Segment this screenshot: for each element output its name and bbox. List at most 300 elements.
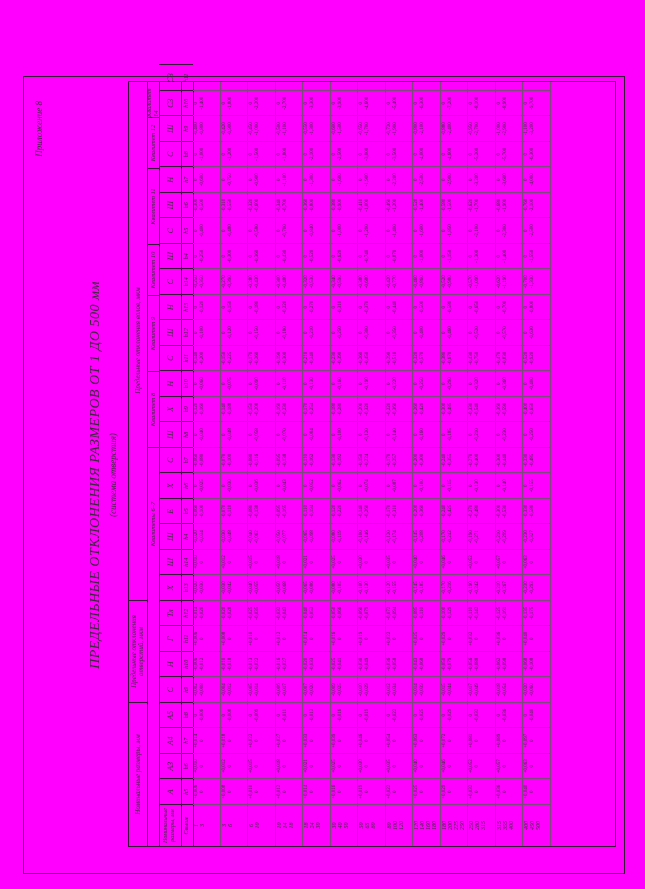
deviation-cell: -0,170 -0,257 [386,447,413,473]
deviation-cell: +0,025 0 [413,626,440,652]
deviation-cell: -0,040 -0,062 [248,524,275,550]
deviation-cell: +0,057 0 [496,753,523,779]
deviation-cell: -0,300 -0,480 [276,269,303,295]
deviation-cell: 0 -0,110 [276,371,303,397]
deviation-cell: 0 -0,043 [276,473,303,499]
deviation-cell: -0,062 -0,098 [496,651,523,677]
deviation-cell: -0,380 -0,670 [441,345,468,371]
deviation-cell: -0,030 -0,049 [358,651,385,677]
deviation-cell: -0,140 -0,260 [358,498,385,524]
deviation-cell: 0 -1,600 [331,167,358,193]
deviation-cell: +0,021 0 [303,753,330,779]
deviation-cell: -0,230 -0,293 [523,575,550,601]
deviation-cell: +0,040 0 [523,779,550,805]
qualifier-cell: h11 [181,65,193,91]
deviation-cell: -0,032 -0,043 [276,600,303,626]
table-row [523,82,551,846]
deviation-cell: -0,072 -0,094 [386,600,413,626]
qualifier-cell: Свыше [181,804,193,846]
deviation-cell: 0 -0,400 [523,371,550,397]
deviation-cell: -1,000 -2,900 [496,116,523,142]
column-header: СЗ [159,65,181,91]
deviation-cell: +0,015 0 [248,753,275,779]
deviation-cell: 0 -6,300 [413,90,440,116]
deviation-cell: +0,018 0 [276,549,303,575]
qualifier-cell: h8 [181,422,193,448]
deviation-cell: 0 -0,062 [331,473,358,499]
column-header: С [159,269,181,295]
deviation-cell: -0,070 -0,100 [221,447,248,473]
deviation-cell: -0,570 -1,090 [468,269,495,295]
deviation-cell: -0,460 -1,200 [386,192,413,218]
table-row [441,82,469,846]
deviation-cell: 0 -0,210 [303,320,330,346]
deviation-cell: +0,025 0 [413,779,440,805]
deviation-cell: 0 -3,600 [496,167,523,193]
deviation-cell: -0,005 -0,014 [248,677,275,703]
deviation-cell: -0,190 -0,271 [468,524,495,550]
deviation-cell: -0,040 -0,055 [248,575,275,601]
column-header: СЗ [159,90,181,116]
deviation-cell: 0 -0,150 [221,294,248,320]
deviation-cell: -0,065 -0,098 [303,524,330,550]
deviation-cell: -0,170 -0,260 [248,345,275,371]
deviation-cell: +0,036 0 [496,779,523,805]
subgroup-grade-10: Квалитет 10 [147,244,159,295]
deviation-cell: +0,063 0 [523,753,550,779]
deviation-cell: -0,240 -0,355 [441,447,468,473]
deviation-cell: -0,200 -0,320 [358,396,385,422]
deviation-cell: 0 -5,400 [386,90,413,116]
deviation-cell: 0 -0,100 [193,320,220,346]
deviation-cell: +0,022 0 [386,779,413,805]
deviation-cell: +0,021 0 [303,549,330,575]
table-row [413,82,441,846]
deviation-cell: -0,340 -0,700 [276,192,303,218]
deviation-cell: 0 -0,220 [386,371,413,397]
deviation-cell: 0 -0,180 [248,294,275,320]
deviation-cell: -0,020 -0,030 [193,575,220,601]
size-cell: 30 40 50 [331,804,358,846]
deviation-cell: -0,330 -0,580 [523,498,550,524]
deviation-cell: -0,100 -0,146 [358,524,385,550]
deviation-cell: -0,460 -0,860 [413,269,440,295]
deviation-cell: 0 -3,300 [303,90,330,116]
deviation-cell: 0 -1,550 [523,243,550,269]
deviation-cell: 0 -0,300 [358,320,385,346]
deviation-cell: 0 -0,100 [413,473,440,499]
deviation-cell: +0,019 0 [358,626,385,652]
deviation-cell: 0 -0,400 [413,320,440,346]
deviation-cell: 0 -0,180 [276,320,303,346]
deviation-cell: +0,010 0 [248,779,275,805]
deviation-cell: -0,430 -0,750 [468,345,495,371]
deviation-cell: 0 -5,200 [468,141,495,167]
deviation-cell: 0 -0,570 [496,320,523,346]
qualifier-cell: h7 [181,447,193,473]
deviation-cell: 0 -3,900 [331,90,358,116]
deviation-cell: +0,022 0 [248,728,275,754]
column-header: Ш [159,192,181,218]
deviation-cell: 0 -0,480 [221,218,248,244]
column-header: A5 [159,702,181,728]
subgroup-grade-6-7: Квалитеты 6–7 [147,447,159,600]
page-subtitle: (система отверстия) [108,433,118,517]
deviation-cell: 0 -0,700 [496,294,523,320]
column-header: С [159,218,181,244]
qualifier-cell: h14 [181,269,193,295]
deviation-cell: -0,380 -0,900 [331,192,358,218]
deviation-cell: +0,006 0 [193,779,220,805]
size-cell: 10 14 18 [276,804,303,846]
deviation-cell: +0,010 0 [193,549,220,575]
deviation-cell: 0 -9,700 [523,90,550,116]
deviation-cell: 0 -3,500 [386,141,413,167]
deviation-cell: 0 -0,060 [193,371,220,397]
deviation-cell: -0,360 -0,800 [303,192,330,218]
deviation-cell: 0 -0,620 [331,243,358,269]
deviation-cell: 0 -0,580 [441,294,468,320]
deviation-cell: +0,039 0 [331,728,358,754]
table-body [193,82,615,846]
deviation-cell: +0,014 0 [303,626,330,652]
deviation-cell: -0,170 -0,254 [303,396,330,422]
column-header: Х [159,473,181,499]
column-header: Номинальные размеры, мм [159,804,181,846]
deviation-cell: -0,145 -0,208 [413,524,440,550]
deviation-cell: 0 -0,115 [441,473,468,499]
deviation-cell: 0 -1,400 [496,243,523,269]
deviation-cell: -0,520 -0,980 [441,269,468,295]
deviation-cell: 0 -0,030 [221,473,248,499]
deviation-cell: -0,080 -0,138 [248,498,275,524]
deviation-cell: 0 -0,052 [303,473,330,499]
deviation-cell: +0,072 0 [441,728,468,754]
column-header: С [159,677,181,703]
deviation-cell: 0 -0,074 [358,473,385,499]
deviation-cell: 0 -0,700 [276,218,303,244]
deviation-cell: +0,018 0 [221,728,248,754]
deviation-cell: 0 -0,190 [358,371,385,397]
deviation-cell: -0,170 -0,216 [441,575,468,601]
subgroup-grade-9: Квалитет 9 [147,295,159,371]
deviation-cell: 0 -0,150 [248,320,275,346]
deviation-cell: +0,010 0 [193,753,220,779]
deviation-cell: 0 -0,070 [276,422,303,448]
deviation-cell: -0,025 -0,035 [248,600,275,626]
deviation-cell: 0 -0,025 [193,473,220,499]
column-header: Е [159,498,181,524]
deviation-cell: -0,100 -0,130 [358,575,385,601]
group-header-row [129,82,148,846]
subgroup-grade-12: Квалитет 12 [147,117,159,168]
deviation-cell: -0,290 -0,510 [386,345,413,371]
deviation-cell: -0,006 -0,017 [276,677,303,703]
deviation-cell: 0 -0,040 [193,422,220,448]
deviation-cell: -0,030 -0,042 [221,575,248,601]
deviation-cell: +0,032 0 [468,626,495,652]
deviation-cell: 0 -0,310 [331,294,358,320]
deviation-cell: +0,033 0 [303,728,330,754]
qualifier-cell: h13 [181,294,193,320]
deviation-cell: -0,095 -0,165 [276,498,303,524]
deviation-cell: +0,030 0 [358,753,385,779]
deviation-cell: 0 -0,220 [276,294,303,320]
table-row [496,82,524,846]
deviation-cell: 0 -0,120 [193,294,220,320]
deviation-cell: -0,065 -0,086 [303,575,330,601]
table-row [386,82,414,846]
deviation-cell: -0,060 -0,079 [358,600,385,626]
deviation-cell: -0,300 -0,530 [496,498,523,524]
deviation-cell: +0,029 0 [441,779,468,805]
deviation-cell: 0 -0,120 [358,422,385,448]
deviation-cell: -0,014 -0,020 [193,600,220,626]
deviation-cell: 0 -2,500 [413,167,440,193]
size-cell: 315 355 400 [496,804,523,846]
deviation-cell: 0 -0,040 [523,702,550,728]
table-row [358,82,386,846]
deviation-cell: -0,400 -0,650 [523,396,550,422]
deviation-cell: -0,010 -0,018 [221,651,248,677]
deviation-cell: -0,170 -0,242 [441,524,468,550]
deviation-cell: +0,052 0 [468,753,495,779]
deviation-cell: +0,054 0 [386,728,413,754]
deviation-cell: -0,230 -0,327 [523,524,550,550]
deviation-cell: -0,060 -0,080 [193,447,220,473]
deviation-cell: -0,140 -0,200 [193,345,220,371]
column-header: Н [159,294,181,320]
deviation-cell: +0,027 0 [276,728,303,754]
deviation-cell: -0,190 -0,242 [468,575,495,601]
deviation-cell: 0 -2,100 [303,141,330,167]
deviation-cell: 0 -3,000 [358,141,385,167]
deviation-cell: 0 -0,016 [331,702,358,728]
deviation-cell: -0,015 -0,044 [441,677,468,703]
deviation-cell: -0,230 -0,390 [331,345,358,371]
deviation-cell: +0,040 0 [413,549,440,575]
qualifier-cell: h12 [181,600,193,626]
deviation-cell: 0 -0,185 [441,422,468,448]
table-row [221,82,249,846]
column-header: Н [159,167,181,193]
size-cell: 6 10 [248,804,275,846]
column-header: A3 [159,753,181,779]
deviation-cell: -0,050 -0,079 [441,651,468,677]
deviation-cell: -0,007 -0,020 [303,677,330,703]
deviation-cell: 0 -0,900 [248,167,275,193]
deviation-cell: -0,260 -0,420 [413,396,440,422]
rotated-sheet [24,73,624,873]
deviation-cell: +0,032 0 [468,779,495,805]
deviation-cell: -0,210 -0,299 [496,524,523,550]
size-cell: 80 100 120 [386,804,413,846]
deviation-cell: 0 -0,870 [386,243,413,269]
deviation-cell: -0,002 -0,008 [193,677,220,703]
column-header: С [159,345,181,371]
deviation-cell: 0 -0,250 [193,243,220,269]
deviation-cell: -0,095 -0,138 [276,447,303,473]
deviation-cell: +0,008 0 [221,779,248,805]
deviation-cell: -0,270 -0,400 [468,447,495,473]
deviation-cell: +0,008 0 [221,626,248,652]
deviation-cell: 0 -2,900 [441,167,468,193]
deviation-cell: -0,320 -0,530 [303,269,330,295]
deviation-cell: 0 -0,140 [496,473,523,499]
deviation-cell: -0,760 -2,100 [523,192,550,218]
table-row [193,82,221,846]
deviation-cell: 0 -1,400 [386,218,413,244]
deviation-cell: +0,035 0 [386,753,413,779]
deviation-cell: -0,020 -0,028 [221,600,248,626]
deviation-cell: +0,035 0 [386,549,413,575]
deviation-cell: -0,270 -0,480 [468,498,495,524]
qualifier-cell: h6 [181,473,193,499]
deviation-cell: -0,260 -0,450 [358,345,385,371]
column-header: Ш [159,320,181,346]
deviation-cell: 0 -0,520 [303,243,330,269]
deviation-cell: 0 -0,075 [221,371,248,397]
deviation-cell: -0,020 -0,034 [193,524,220,550]
deviation-cell: 0 -0,130 [468,473,495,499]
deviation-cell: 0 -1,000 [193,141,220,167]
deviation-cell: -0,330 -0,540 [468,396,495,422]
deviation-cell: 0 -1,100 [276,167,303,193]
qualifier-cell: h9 [181,116,193,142]
deviation-cell: 0 -0,160 [331,371,358,397]
deviation-cell: 0 -1,000 [413,243,440,269]
deviation-cell: -1,100 -3,200 [523,116,550,142]
deviation-cell: -0,150 -0,208 [248,396,275,422]
deviation-cell: -0,200 -0,300 [413,447,440,473]
deviation-cell: -0,650 -1,700 [358,116,385,142]
deviation-cell: -0,125 -0,161 [496,600,523,626]
deviation-cell: 0 -2,300 [496,218,523,244]
deviation-cell: -0,135 -0,175 [523,600,550,626]
deviation-cell: -0,040 -0,053 [303,600,330,626]
deviation-cell: 0 -0,840 [303,218,330,244]
deviation-cell: -0,110 -0,142 [468,600,495,626]
qualifier-cell: h10 [181,651,193,677]
deviation-cell: +0,046 0 [441,753,468,779]
deviation-cell: 0 -8,900 [496,90,523,116]
deviation-cell: 0 -0,500 [413,294,440,320]
deviation-cell: +0,012 0 [221,753,248,779]
deviation-cell: 0 -0,360 [496,371,523,397]
qualifier-cell: h14 [181,549,193,575]
deviation-cell: -0,036 -0,058 [386,651,413,677]
deviation-cell: +0,046 0 [441,549,468,575]
deviation-cell: -0,085 -0,110 [413,600,440,626]
qualifier-cell: h5 [181,779,193,805]
qualifier-cell: h8 [181,702,193,728]
column-header: A4 [159,728,181,754]
column-header: Н [159,651,181,677]
deviation-cell: -0,580 -1,500 [441,192,468,218]
deviation-cell: +0,012 0 [221,549,248,575]
deviation-cell: 0 -1,500 [248,141,275,167]
deviation-cell: 0 -0,019 [358,702,385,728]
deviation-cell: 0 -0,130 [303,371,330,397]
deviation-cell: 0 -0,090 [248,371,275,397]
qualifier-cell: h9 [181,396,193,422]
deviation-cell: +0,057 0 [496,549,523,575]
deviation-cell: 0 -8,100 [468,90,495,116]
deviation-cell: -0,014 -0,039 [413,677,440,703]
subgroup-grade-11: Квалитет 11 [147,168,159,244]
deviation-cell: 0 -1,400 [193,90,220,116]
deviation-cell: -0,220 -0,360 [386,396,413,422]
deviation-cell: -0,050 -0,068 [276,575,303,601]
deviation-cell: -0,120 -0,220 [331,498,358,524]
deviation-cell: 0 -0,580 [248,218,275,244]
deviation-cell: 0 -1,200 [358,218,385,244]
deviation-cell: +0,016 0 [331,779,358,805]
qualifier-cell: h10 [181,90,193,116]
deviation-cell: -0,160 -0,230 [276,396,303,422]
deviation-cell: 0 -0,058 [248,422,275,448]
deviation-cell: -0,280 -0,430 [248,269,275,295]
deviation-cell: 0 -1,800 [221,90,248,116]
subgroup-grade-8: Квалитет 8 [147,371,159,447]
deviation-cell: -0,018 -0,054 [496,677,523,703]
group-header-sizes: Номинальные размеры, мм [129,702,147,846]
deviation-cell: +0,029 0 [441,626,468,652]
deviation-cell: -0,110 -0,162 [303,447,330,473]
size-cell: 18 24 30 [303,804,330,846]
deviation-cell: +0,014 0 [193,728,220,754]
deviation-cell: 0 -0,029 [441,702,468,728]
deviation-cell: 0 -3,200 [468,167,495,193]
deviation-cell: 0 -1,900 [358,167,385,193]
group-header-holes: Предельные отклонения отверстий, мкм [129,600,147,702]
deviation-cell: 0 -1,300 [303,167,330,193]
deviation-cell: -0,270 -0,390 [221,269,248,295]
qualifier-cell: h5 [181,498,193,524]
deviation-cell: 0 -2,100 [468,218,495,244]
table-row [331,82,359,846]
qualifier-cell: h5 [181,218,193,244]
deviation-cell: 0 -0,100 [331,422,358,448]
deviation-cell: 0 -1,850 [441,218,468,244]
deviation-cell: -0,080 -0,116 [248,447,275,473]
deviation-cell: 0 -2,700 [276,90,303,116]
deviation-cell: 0 -0,155 [523,473,550,499]
table-row [303,82,331,846]
table-row [468,82,496,846]
deviation-cell: 0 -0,009 [248,702,275,728]
deviation-cell: -0,600 -1,500 [331,116,358,142]
column-header: A [159,779,181,805]
deviation-cell: 0 -0,600 [193,167,220,193]
deviation-cell: -0,320 -0,600 [248,192,275,218]
deviation-cell: -0,420 -0,900 [221,116,248,142]
table-row [276,82,304,846]
deviation-cell: -0,700 -1,330 [523,269,550,295]
deviation-cell: 0 -0,460 [441,320,468,346]
column-header: Тл [159,600,181,626]
deviation-cell: +0,019 0 [358,779,385,805]
deviation-cell: 0 -0,250 [523,422,550,448]
deviation-cell: -0,120 -0,155 [386,575,413,601]
deviation-cell: -0,210 -0,267 [496,575,523,601]
deviation-cell: -0,620 -1,700 [468,192,495,218]
deviation-cell: -0,360 -0,590 [496,396,523,422]
deviation-cell: 0 -0,160 [413,422,440,448]
deviation-cell: -0,300 -0,485 [441,396,468,422]
deviation-cell: 0 -0,230 [496,422,523,448]
deviation-cell: 0 -2,500 [331,141,358,167]
